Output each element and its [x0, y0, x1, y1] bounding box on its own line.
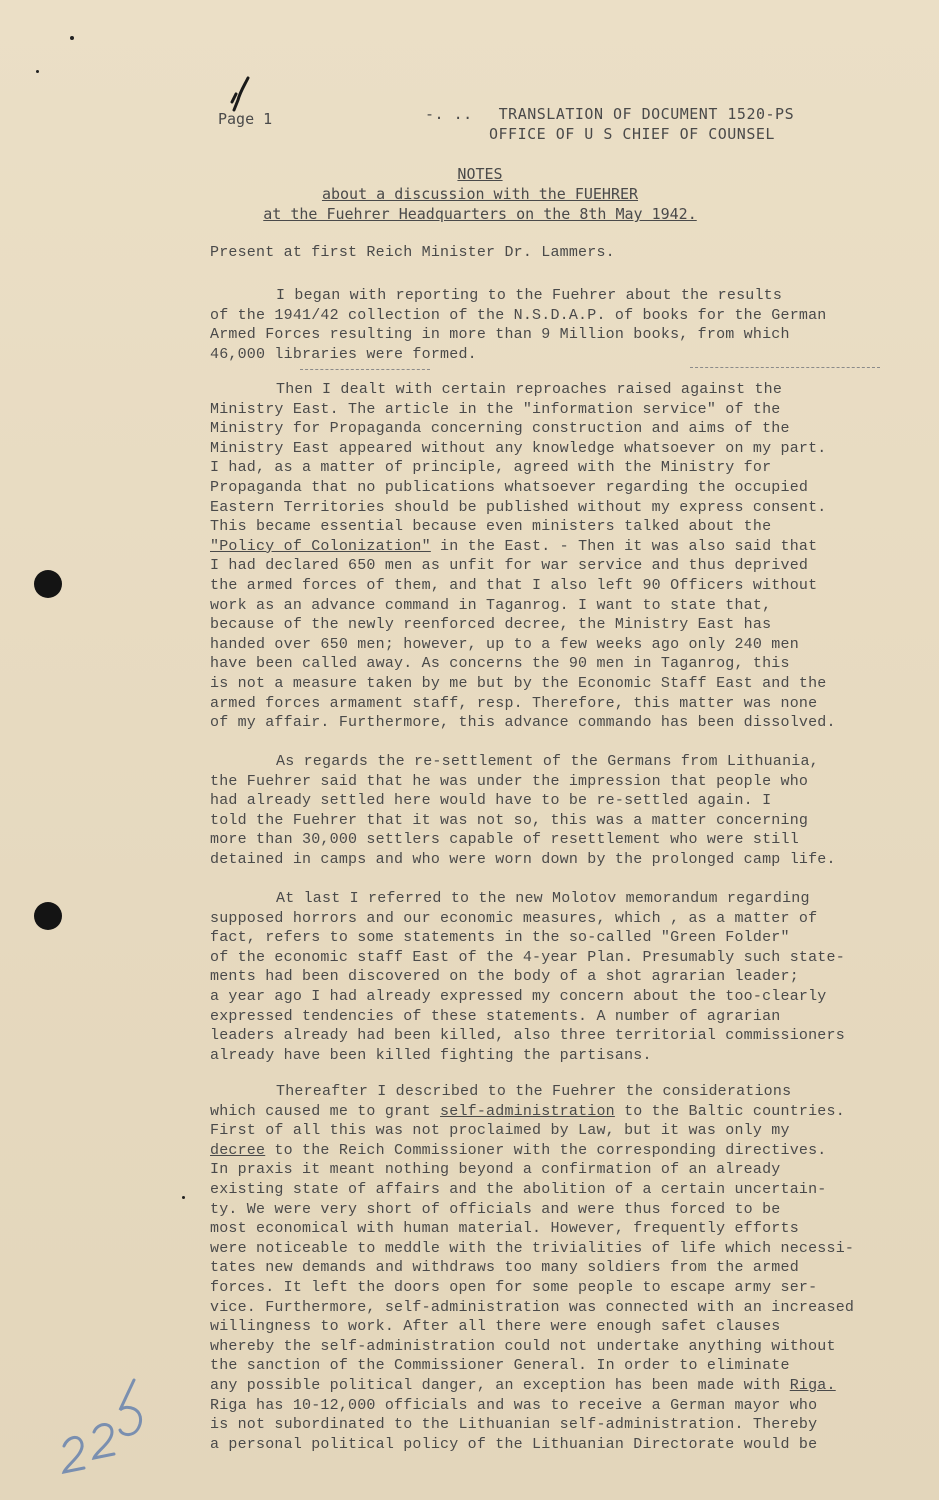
- handwritten-number-drawing: [56, 1370, 156, 1480]
- paragraph-line: Riga has 10-12,000 officials and was to receive a German mayor who: [210, 1396, 818, 1414]
- line-text: to the Baltic countries.: [614, 1102, 845, 1120]
- title-line-3: at the Fuehrer Headquarters on the 8th May 1942.: [263, 205, 697, 223]
- paragraph-line: expressed tendencies of these statements. A number of agrarian: [210, 1007, 781, 1025]
- punch-hole-bottom: [34, 902, 62, 930]
- punch-hole-top: [34, 570, 62, 598]
- paragraph-line: detained in camps and who were worn down by the prolonged camp life.: [210, 851, 836, 868]
- paragraph-line: the Fuehrer said that he was under the impression that people who: [210, 772, 809, 790]
- underlined-phrase: self-administration: [440, 1102, 615, 1120]
- paragraph-line: armed forces armament staff, resp. Therefore, this matter was none: [210, 694, 818, 712]
- underlined-phrase: "Policy of Colonization": [210, 537, 431, 555]
- paragraph-line: Then I dealt with certain reproaches raised against the: [276, 381, 783, 398]
- paragraph-line: already have been killed fighting the partisans.: [210, 1046, 652, 1064]
- paragraph-line: [210, 537, 890, 557]
- paragraph-line: 46,000 libraries were formed.: [210, 345, 477, 363]
- paragraph-line: fact, refers to some statements in the so-called "Green Folder": [210, 929, 790, 947]
- paragraph-line: Propaganda that no publications whatsoever regarding the occupied: [210, 479, 809, 496]
- paragraph-line: At last I referred to the new Molotov memorandum regarding: [276, 890, 810, 907]
- paragraph-line: Thereafter I described to the Fuehrer the considerations: [276, 1083, 792, 1100]
- paragraph-line: [210, 1141, 890, 1161]
- paragraph-line: were noticeable to meddle with the trivialities of life which necessi-: [210, 1239, 855, 1257]
- paragraph-line: tates new demands and withdraws too many soldiers from the armed: [210, 1259, 799, 1277]
- paragraph-line: leaders already had been killed, also three territorial commissioners: [210, 1027, 845, 1045]
- paragraph-line: had already settled here would have to be re-settled again. I: [210, 792, 772, 810]
- speck: [36, 70, 39, 73]
- paragraph-line: This became essential because even ministers talked about the: [210, 518, 772, 536]
- paragraph-line: is not subordinated to the Lithuanian self-administration. Thereby: [210, 1416, 818, 1434]
- paragraph-line: the sanction of the Commissioner General. In order to eliminate: [210, 1357, 790, 1375]
- paragraph-line: willingness to work. After all there were enough safet clauses: [210, 1318, 781, 1336]
- paragraph-line: a personal political policy of the Lithuanian Directorate would be: [210, 1435, 818, 1453]
- translation-line: TRANSLATION OF DOCUMENT 1520-PS: [498, 105, 795, 123]
- paragraph-line: In praxis it meant nothing beyond a confirmation of an already: [210, 1161, 781, 1179]
- paragraph-line: of my affair. Furthermore, this advance commando has been dissolved.: [210, 714, 836, 732]
- paragraph-line: handed over 650 men; however, up to a few weeks ago only 240 men: [210, 635, 799, 653]
- paragraph-line: Ministry East. The article in the "information service" of the: [210, 400, 781, 418]
- paragraph-line: vice. Furthermore, self-administration was connected with an increased: [210, 1298, 855, 1316]
- paragraph-line: more than 30,000 settlers capable of resettlement who were still: [210, 831, 799, 849]
- header-dash: -. ..: [425, 105, 473, 123]
- paragraph-line: a year ago I had already expressed my concern about the too-clearly: [210, 988, 827, 1005]
- title-line-2: about a discussion with the FUEHRER: [321, 185, 639, 203]
- paragraph-line: of the 1941/42 collection of the N.S.D.A.P. of books for the German: [210, 306, 827, 324]
- paragraph-line: supposed horrors and our economic measures, which , as a matter of: [210, 909, 818, 927]
- paragraph-line: of the economic staff East of the 4-year Plan. Presumably such state-: [210, 948, 845, 966]
- paragraph-line: existing state of affairs and the abolition of a certain uncertain-: [210, 1181, 827, 1198]
- smudge-line: [690, 367, 880, 368]
- paragraph-line: Eastern Territories should be published without my express consent.: [210, 498, 827, 516]
- paragraph-line: because of the newly reenforced decree, the Ministry East has: [210, 616, 772, 634]
- title-notes: NOTES: [457, 165, 503, 183]
- paragraph-line: Ministry for Propaganda concerning construction and aims of the: [210, 420, 790, 438]
- paragraph-line: Armed Forces resulting in more than 9 Million books, from which: [210, 326, 790, 344]
- speck: [70, 36, 74, 40]
- paragraph-line: whereby the self-administration could not undertake anything without: [210, 1337, 836, 1355]
- paragraph-line: the armed forces of them, and that I also left 90 Officers without: [210, 577, 818, 594]
- paragraph-line: I began with reporting to the Fuehrer about the results: [276, 287, 783, 304]
- paragraph-line: forces. It left the doors open for some people to escape army ser-: [210, 1279, 818, 1296]
- paragraph-line: First of all this was not proclaimed by Law, but it was only my: [210, 1122, 790, 1140]
- office-line: OFFICE OF U S CHIEF OF COUNSEL: [489, 125, 775, 143]
- paragraph-line: [210, 1376, 890, 1396]
- document-header: [425, 104, 794, 144]
- present-line: Present at first Reich Minister Dr. Lammers.: [210, 244, 615, 261]
- smudge-line: [300, 369, 430, 370]
- title-block: [200, 164, 760, 224]
- speck: [182, 1196, 185, 1199]
- paragraph-line: have been called away. As concerns the 90 men in Taganrog, this: [210, 655, 790, 673]
- paragraph-line: is not a measure taken by me but by the Economic Staff East and the: [210, 675, 827, 692]
- page-label: Page 1: [218, 110, 273, 128]
- handwritten-page-number: [56, 1370, 156, 1480]
- paragraph-line: I had declared 650 men as unfit for war service and thus deprived: [210, 557, 809, 575]
- line-text: in the East. - Then it was also said that: [430, 537, 818, 555]
- paragraph-line: ty. We were very short of officials and were thus forced to be: [210, 1200, 781, 1218]
- line-text: which caused me to grant: [210, 1102, 441, 1120]
- paragraph-line: ments had been discovered on the body of a shot agrarian leader;: [210, 968, 799, 986]
- paragraph-line: work as an advance command in Taganrog. I want to state that,: [210, 596, 772, 614]
- paragraph-line: [210, 1102, 890, 1122]
- paragraph-line: I had, as a matter of principle, agreed with the Ministry for: [210, 459, 772, 477]
- line-text: to the Reich Commissioner with the corresponding directives.: [265, 1141, 827, 1159]
- line-text: any possible political danger, an exception has been made with: [210, 1377, 790, 1394]
- paragraph-line: As regards the re-settlement of the Germans from Lithuania,: [276, 753, 819, 770]
- underlined-phrase: decree: [210, 1141, 266, 1159]
- paragraph-line: told the Fuehrer that it was not so, this was a matter concerning: [210, 811, 809, 829]
- paragraph-line: most economical with human material. However, frequently efforts: [210, 1220, 799, 1238]
- paragraph-line: Ministry East appeared without any knowledge whatsoever on my part.: [210, 439, 827, 457]
- underlined-phrase: Riga.: [789, 1377, 836, 1394]
